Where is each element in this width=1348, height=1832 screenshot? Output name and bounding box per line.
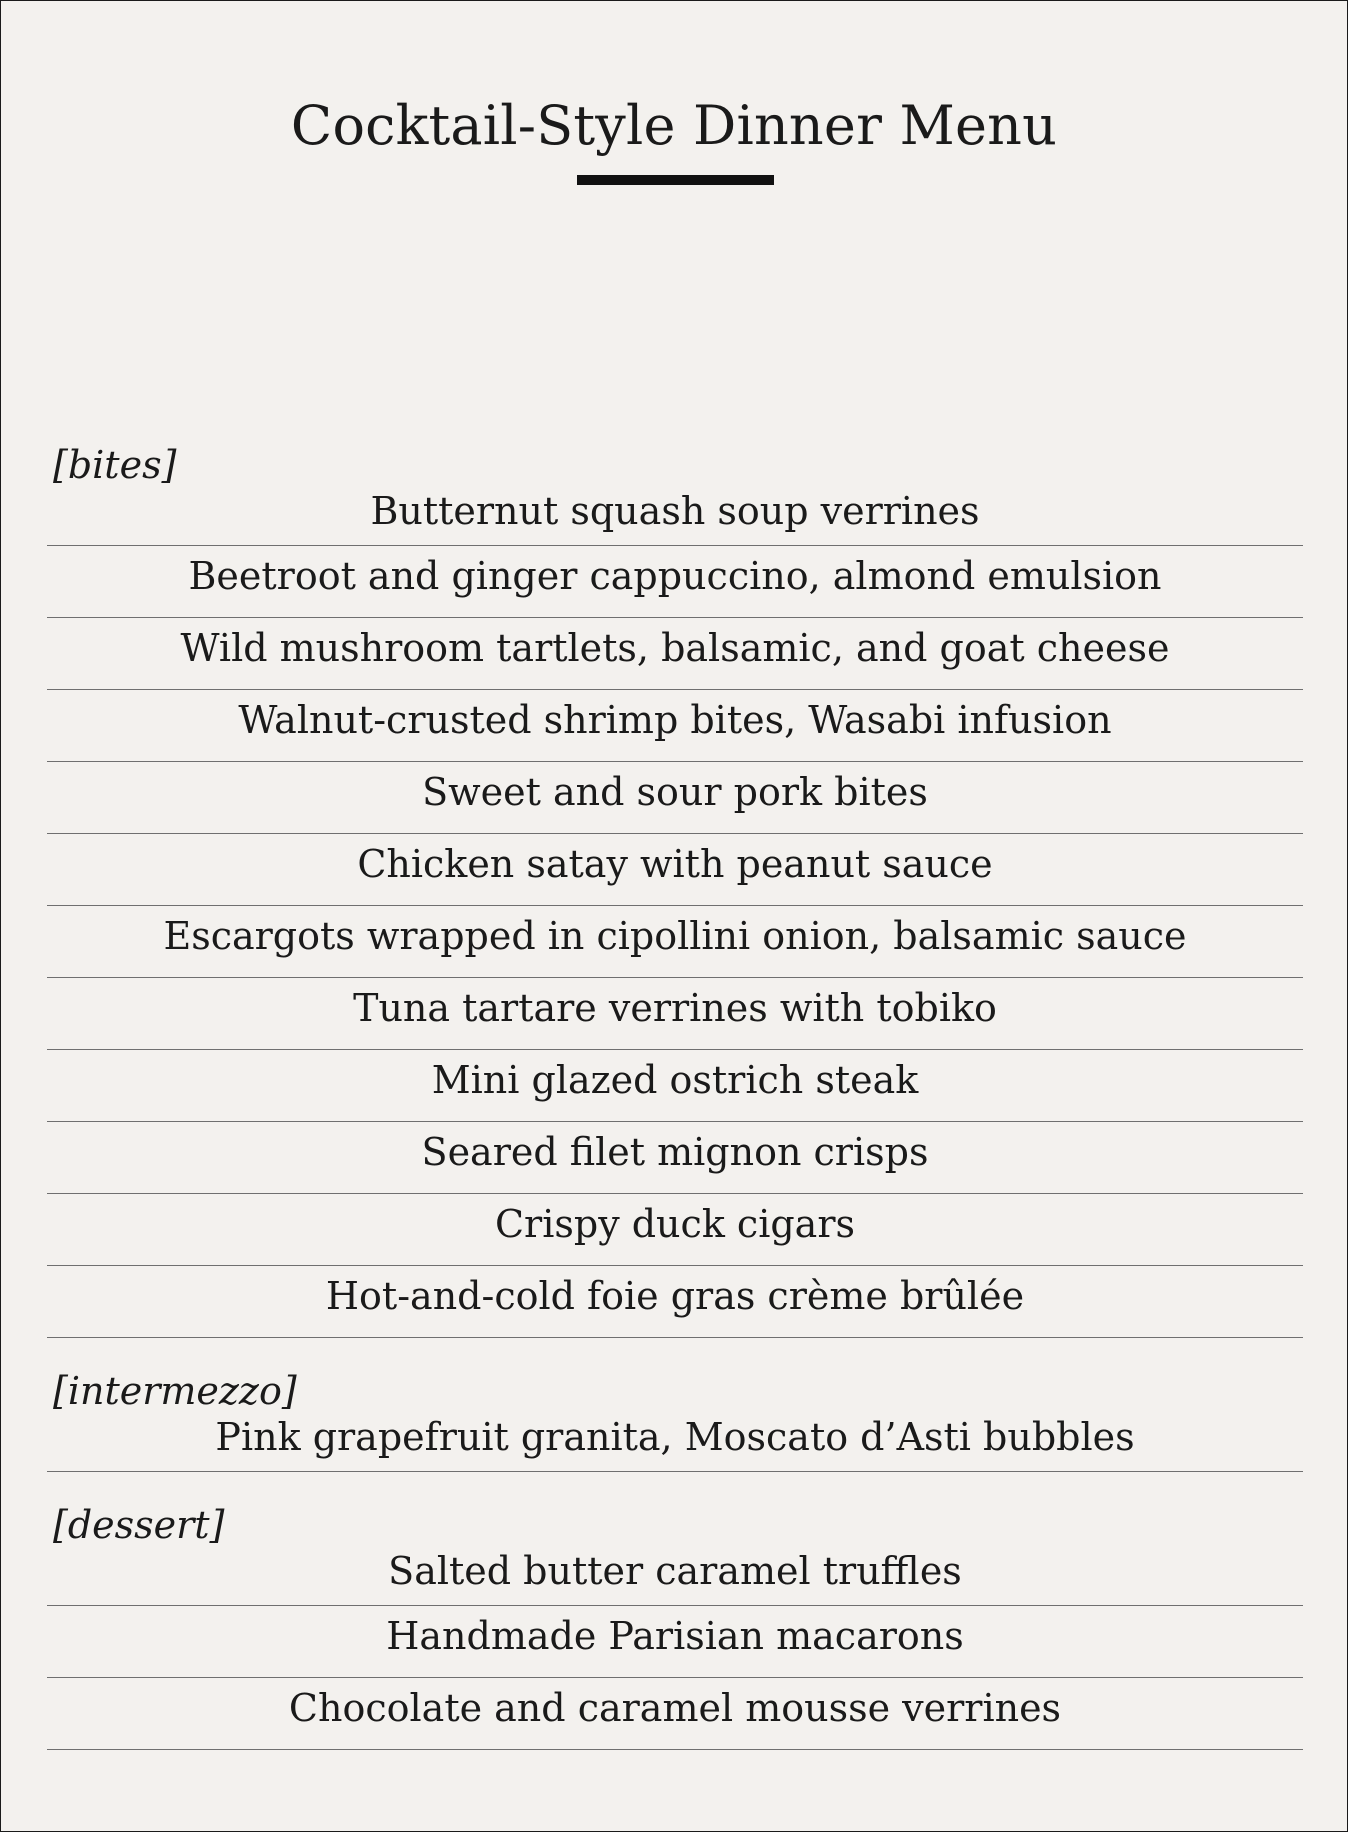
menu-item: Escargots wrapped in cipollini onion, balsamic sauce	[47, 906, 1303, 978]
menu-item: Handmade Parisian macarons	[47, 1606, 1303, 1678]
title-underline-rule	[577, 175, 774, 185]
menu-item: Butternut squash soup verrines	[47, 488, 1303, 546]
menu-item: Walnut-crusted shrimp bites, Wasabi infusion	[47, 690, 1303, 762]
menu-list	[47, 442, 1303, 1750]
section-intermezzo	[47, 1368, 1303, 1472]
section-label: [bites]	[53, 443, 177, 487]
section-dessert	[47, 1502, 1303, 1750]
menu-item: Crispy duck cigars	[47, 1194, 1303, 1266]
menu-item: Tuna tartare verrines with tobiko	[47, 978, 1303, 1050]
menu-title: Cocktail-Style Dinner Menu	[290, 94, 1058, 157]
section-spacer	[47, 1472, 1303, 1502]
section-spacer	[47, 1338, 1303, 1368]
menu-item: Seared filet mignon crisps	[47, 1122, 1303, 1194]
menu-item: Mini glazed ostrich steak	[47, 1050, 1303, 1122]
menu-item: Wild mushroom tartlets, balsamic, and goat cheese	[47, 618, 1303, 690]
menu-item: Chocolate and caramel mousse verrines	[47, 1678, 1303, 1750]
menu-item: Hot-and-cold foie gras crème brûlée	[47, 1266, 1303, 1338]
section-label: [intermezzo]	[53, 1369, 297, 1413]
menu-item: Salted butter caramel truffles	[47, 1548, 1303, 1606]
menu-item: Pink grapefruit granita, Moscato d’Asti bubbles	[47, 1414, 1303, 1472]
menu-item: Chicken satay with peanut sauce	[47, 834, 1303, 906]
menu-item: Beetroot and ginger cappuccino, almond emulsion	[47, 546, 1303, 618]
menu-item: Sweet and sour pork bites	[47, 762, 1303, 834]
section-label: [dessert]	[53, 1503, 225, 1547]
section-bites	[47, 442, 1303, 1338]
